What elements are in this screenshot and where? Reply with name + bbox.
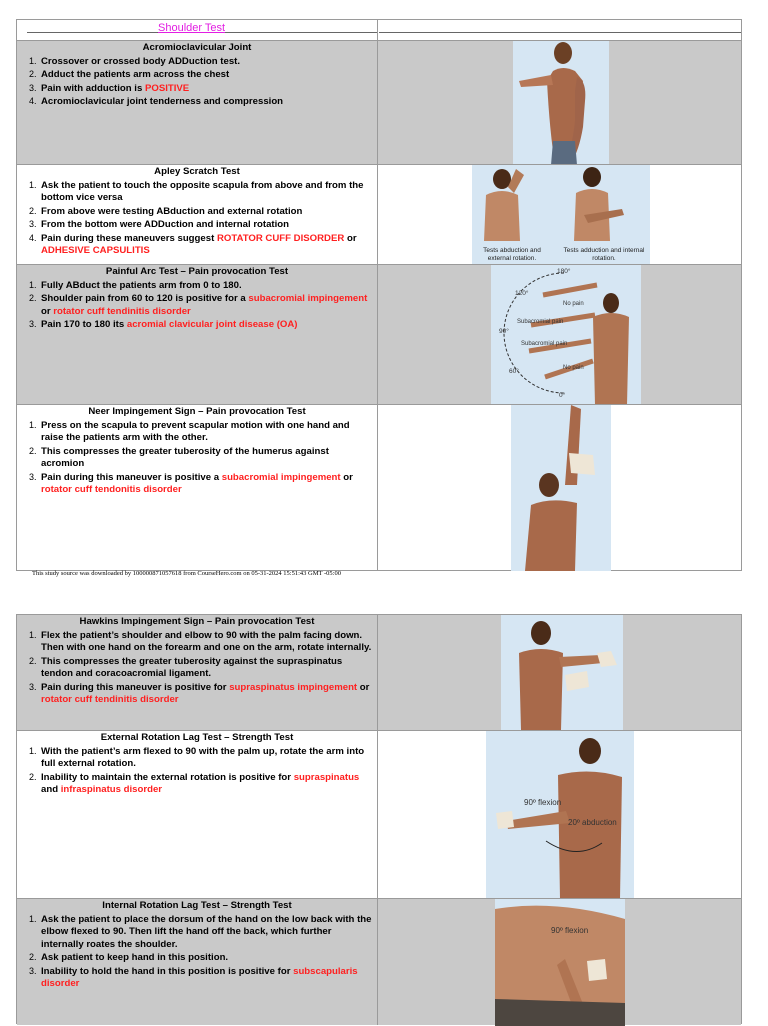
step-text: Inability to maintain the external rotation is positive for — [41, 771, 294, 783]
test-image-cell — [379, 899, 741, 1025]
step-text: Crossover or crossed body ADDuction test. — [41, 55, 241, 67]
test-title: Acromioclavicular Joint — [142, 42, 252, 53]
test-image-cell — [379, 265, 741, 404]
internal-rotation-figure — [495, 899, 625, 1026]
highlighted-condition: subacromial impingement — [221, 471, 341, 483]
test-title: Apley Scratch Test — [154, 166, 240, 177]
test-step — [39, 68, 373, 82]
step-text: and — [41, 784, 61, 795]
test-step — [39, 232, 373, 258]
test-step — [39, 951, 373, 965]
crossover-test-figure — [513, 41, 609, 165]
download-footer: This study source was downloaded by 100000871057618 from CourseHero.com on 05-31-2024 15:51:43 GMT -05:00 — [32, 570, 341, 577]
highlighted-condition: rotator cuff tendinitis disorder — [53, 305, 191, 317]
arc-subacromial-bottom: Subacromial pain — [521, 341, 568, 347]
step-text: Press on the scapula to prevent scapular motion with one hand and raise the patients arm with the other. — [41, 419, 350, 443]
test-steps — [21, 55, 373, 109]
test-step — [39, 318, 373, 332]
external-rotation-figure — [486, 731, 634, 899]
document-title: Shoulder Test — [158, 22, 226, 34]
arc-label-60: 60° — [509, 368, 519, 375]
test-row-neer — [17, 404, 741, 570]
apley-scratch-figure — [472, 165, 650, 265]
highlighted-condition: acromial clavicular joint disease (OA) — [126, 319, 298, 330]
highlighted-condition: rotator cuff tendinitis disorder — [41, 694, 179, 705]
highlighted-condition: ADHESIVE CAPSULITIS — [41, 245, 150, 256]
step-text: This compresses the greater tuberosity against the supraspinatus tendon and coracoacromial ligament. — [41, 655, 343, 679]
highlighted-condition: subscapularis disorder — [41, 965, 358, 989]
test-steps — [21, 629, 373, 707]
test-row-hawkins — [17, 615, 741, 730]
arc-label-0: 0° — [559, 392, 566, 399]
test-steps — [21, 419, 373, 497]
highlighted-condition: subacromial impingement — [248, 293, 368, 304]
test-text-cell — [17, 405, 378, 570]
step-text: Fully ABduct the patients arm from 0 to 180. — [41, 279, 242, 291]
test-step — [39, 629, 373, 655]
test-step — [39, 655, 373, 681]
test-image-cell — [379, 405, 741, 570]
step-text: From above were testing ABduction and external rotation — [41, 205, 303, 217]
highlighted-condition: supraspinatus — [293, 771, 360, 783]
highlighted-condition: infraspinatus disorder — [60, 784, 163, 795]
ext-abduction-label: 20º abduction — [568, 818, 617, 827]
test-step — [39, 292, 373, 318]
step-text: Pain during these maneuvers suggest — [41, 232, 217, 244]
arc-subacromial-top: Subacromial pain — [517, 319, 564, 325]
test-text-cell — [17, 41, 378, 164]
test-row-apley — [17, 164, 741, 264]
test-step — [39, 471, 373, 497]
step-text: or — [344, 232, 357, 244]
test-text-cell — [17, 165, 378, 264]
highlighted-condition: rotator cuff tendonitis disorder — [41, 484, 182, 495]
test-text-cell — [17, 265, 378, 404]
test-image-cell — [379, 165, 741, 264]
step-text: Ask patient to keep hand in this position. — [41, 952, 229, 963]
test-step — [39, 419, 373, 445]
test-step — [39, 745, 373, 771]
highlighted-condition: ROTATOR CUFF DISORDER — [216, 232, 345, 244]
arc-label-90: 90° — [499, 328, 509, 335]
step-text: or — [41, 305, 54, 317]
hawkins-test-figure — [501, 615, 623, 730]
step-text: With the patient’s arm flexed to 90 with the palm up, rotate the arm into full external rotation. — [41, 745, 365, 769]
step-text: Flex the patient’s shoulder and elbow to 90 with the palm facing down. Then with one hand on the forearm and one on the arm, rotate internally. — [41, 629, 372, 653]
step-text: Ask the patient to touch the opposite scapula from above and from the bottom vice versa — [41, 179, 364, 203]
test-step — [39, 55, 373, 69]
highlighted-condition: supraspinatus impingement — [229, 681, 358, 693]
test-step — [39, 965, 373, 991]
step-text: This compresses the greater tuberosity of the humerus against acromion — [41, 445, 329, 469]
test-image-cell — [379, 615, 741, 730]
test-image-cell — [379, 731, 741, 898]
test-row-painful-arc — [17, 264, 741, 404]
step-text: Inability to hold the hand in this position is positive for — [41, 965, 294, 977]
header-right-cell — [379, 20, 741, 40]
test-row-external-rotation-lag — [17, 730, 741, 898]
step-text: or — [340, 471, 353, 483]
apley-caption-right: Tests adduction and internal rotation. — [563, 247, 645, 262]
test-text-cell — [17, 899, 378, 1025]
test-steps — [21, 179, 373, 258]
step-text: Shoulder pain from 60 to 120 is positive for a — [41, 293, 249, 304]
arc-label-120: 120° — [515, 290, 529, 297]
test-steps — [21, 745, 373, 797]
neer-test-figure — [511, 405, 611, 571]
step-text: Ask the patient to place the dorsum of the hand on the low back with the elbow flexed to 90. Then lift the hand off the back, which further internally roates the shoulder. — [41, 913, 372, 950]
step-text: Pain during this maneuver is positive for — [41, 681, 230, 693]
test-step — [39, 82, 373, 96]
test-step — [39, 681, 373, 707]
apley-caption-left: Tests abduction and external rotation. — [483, 247, 541, 262]
int-flexion-label: 90º flexion — [551, 926, 589, 935]
test-title: Hawkins Impingement Sign – Pain provocation Test — [79, 616, 315, 627]
test-title: Neer Impingement Sign – Pain provocation Test — [88, 406, 306, 417]
step-text: From the bottom were ADDuction and internal rotation — [41, 219, 290, 230]
step-text: Pain with adduction is — [41, 82, 145, 94]
step-text: Pain 170 to 180 its — [41, 319, 127, 330]
ext-flexion-label: 90º flexion — [524, 798, 562, 807]
page2-table — [16, 614, 742, 1024]
test-image-cell — [379, 41, 741, 164]
highlighted-condition: POSITIVE — [144, 82, 190, 94]
step-text: or — [357, 681, 370, 693]
arc-no-pain-bottom: No pain — [563, 365, 584, 371]
test-step — [39, 279, 373, 293]
test-step — [39, 95, 373, 109]
arc-label-180: 180° — [557, 268, 571, 275]
test-step — [39, 218, 373, 232]
test-step — [39, 179, 373, 205]
arc-no-pain-top: No pain — [563, 301, 584, 307]
painful-arc-figure — [491, 265, 641, 405]
test-title: Internal Rotation Lag Test – Strength Test — [102, 900, 292, 911]
test-row-acromioclavicular — [17, 40, 741, 164]
test-step — [39, 913, 373, 952]
test-steps — [21, 913, 373, 991]
step-text: Pain during this maneuver is positive a — [41, 471, 222, 483]
test-steps — [21, 279, 373, 332]
test-step — [39, 445, 373, 471]
test-text-cell — [17, 615, 378, 730]
table-header-row — [17, 20, 741, 40]
header-underline-right — [379, 32, 741, 33]
test-row-internal-rotation-lag — [17, 898, 741, 1025]
page1-table — [16, 19, 742, 571]
step-text: Acromioclavicular joint tenderness and compression — [41, 96, 284, 107]
test-step — [39, 771, 373, 797]
step-text: Adduct the patients arm across the chest — [41, 69, 230, 80]
test-step — [39, 205, 373, 219]
test-text-cell — [17, 731, 378, 898]
test-title: Painful Arc Test – Pain provocation Test — [105, 266, 289, 277]
test-title: External Rotation Lag Test – Strength Test — [100, 732, 294, 743]
